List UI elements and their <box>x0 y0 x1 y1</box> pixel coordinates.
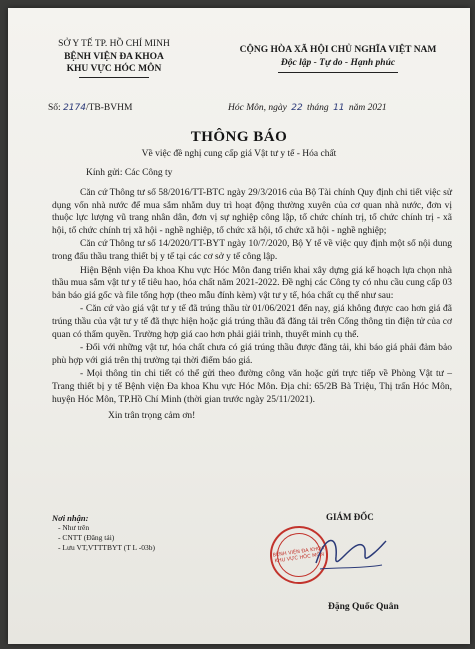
date-place: Hóc Môn, ngày <box>228 103 287 113</box>
recipients-label: Nơi nhận: <box>52 513 89 523</box>
stamp-text: BỆNH VIỆN ĐA KHOA KHU VỰC HÓC MÔN <box>272 545 325 565</box>
document-date <box>228 103 387 113</box>
paragraph: - Đối với những vật tư, hóa chất chưa có giá trúng thầu được đăng tải, khi báo giá phải đảm bảo phù hợp với giá trên thị trường tại thời điểm báo giá. <box>52 343 452 366</box>
issuer-department: SỞ Y TẾ TP. HỒ CHÍ MINH <box>58 39 170 49</box>
closing-line: Xin trân trọng cảm ơn! <box>108 411 196 422</box>
doc-number-handwritten: 2174 <box>63 103 86 113</box>
document-title: THÔNG BÁO <box>190 129 288 145</box>
date-year: năm 2021 <box>348 103 387 113</box>
handwritten-signature <box>308 523 388 583</box>
date-day: 22 <box>291 103 303 113</box>
recipient-item: - Như trên <box>58 523 90 532</box>
issuer-underline <box>79 77 149 78</box>
doc-number-label: Số: <box>48 103 61 113</box>
paragraph: - Mọi thông tin chi tiết có thể gửi theo đường công văn hoặc gửi trực tiếp về Phòng Vật tư – Trang thiết bị y tế Bệnh viện Đa khoa Khu vực Hóc Môn. Địa chỉ: 65/2B Bà Triệu, Thị trấn Hóc Môn, huyện Hóc Môn, TP.Hồ Chí Minh (thời gian trước ngày 25/11/2021). <box>52 369 452 405</box>
document-page <box>8 8 470 644</box>
issuer-header <box>34 38 194 78</box>
doc-number-suffix: /TB-BVHM <box>85 103 133 113</box>
paragraph: Căn cứ Thông tư số 58/2016/TT-BTC ngày 29/3/2016 của Bộ Tài chính Quy định chi tiết việc sử dụng vốn nhà nước để mua sắm nhằm duy trì hoạt động thường xuyên của cơ quan nhà nước, đơn vị thuộc lực lượng vũ trang nhân dân, đơn vị sự nghiệp công lập, tổ chức chính trị, tổ chức chính trị - xã hội, tổ chức chính trị xã hội - nghề nghiệp, tổ chức xã hội, tổ chức xã hội - nghề nghiệp; <box>52 188 452 236</box>
recipient-item: - CNTT (Đăng tải) <box>58 533 115 542</box>
national-motto: Độc lập - Tự do - Hạnh phúc <box>280 58 396 68</box>
motto-underline <box>278 72 398 73</box>
date-month: 11 <box>333 103 345 113</box>
issuer-hospital: BỆNH VIỆN ĐA KHOA <box>64 52 164 62</box>
document-subtitle: Về việc đề nghị cung cấp giá Vật tư y tế - Hóa chất <box>141 149 337 159</box>
signer-title: GIÁM ĐỐC <box>326 512 374 522</box>
paragraph: - Căn cứ vào giá vật tư y tế đã trúng thầu từ 01/06/2021 đến nay, giá không được cao hơn giá đã trúng thầu của vật tư y tế đã thực hiện hoặc giá trúng thầu đã đăng tải trên Cổng thông tin điện tử của cơ quan có thẩm quyền. Trường hợp giá cao hơn phải giải trình, thuyết minh cụ thể. <box>52 304 452 340</box>
national-title: CỘNG HÒA XÃ HỘI CHỦ NGHĨA VIỆT NAM <box>239 45 437 55</box>
recipients-block <box>52 513 155 553</box>
signer-name: Đặng Quốc Quân <box>328 602 399 612</box>
national-header <box>213 44 463 73</box>
document-body <box>52 187 452 424</box>
paragraph: Hiện Bệnh viện Đa khoa Khu vực Hóc Môn đang triển khai xây dựng giá kế hoạch lựa chọn nhà thầu mua sắm vật tư y tế tiêu hao, hóa chất năm 2021-2022. Đề nghị các Công ty có nhu cầu cung cấp 03 bản báo giá gốc và file tổng hợp (theo mẫu đính kèm) vật tư y tế, hóa chất cụ thể như sau: <box>52 265 452 301</box>
paragraph: Căn cứ Thông tư số 14/2020/TT-BYT ngày 10/7/2020, Bộ Y tế về việc quy định một số nội dung trong đấu thầu trang thiết bị y tế tại các cơ sở y tế công lập. <box>52 239 452 262</box>
date-month-label: tháng <box>307 103 329 113</box>
issuer-area: KHU VỰC HÓC MÔN <box>66 64 162 74</box>
document-number <box>48 103 132 113</box>
recipient-line: Kính gửi: Các Công ty <box>86 168 173 178</box>
recipient-item: - Lưu VT,VTTTBYT (T L -03b) <box>58 543 155 552</box>
